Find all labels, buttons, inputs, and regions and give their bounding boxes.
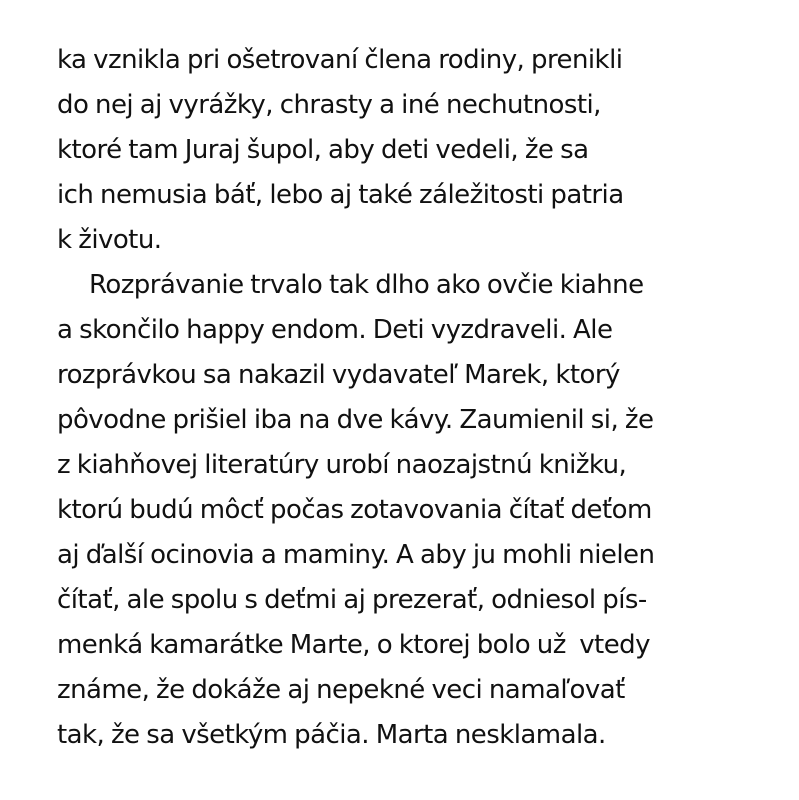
text-line: k životu.	[57, 225, 162, 255]
text-line: aj ďalší ocinovia a maminy. A aby ju mohli nielen	[57, 540, 655, 570]
text-line: ktoré tam Juraj šupol, aby deti vedeli, že sa	[57, 135, 589, 165]
text-line: ka vznikla pri ošetrovaní člena rodiny, prenikli	[57, 45, 623, 75]
body-text	[57, 38, 757, 758]
paragraph-first-line: Rozprávanie trvalo tak dlho ako ovčie kiahne	[89, 270, 644, 300]
text-line: pôvodne prišiel iba na dve kávy. Zaumienil si, že	[57, 405, 654, 435]
text-line: ich nemusia báť, lebo aj také záležitosti patria	[57, 180, 624, 210]
text-line: do nej aj vyrážky, chrasty a iné nechutnosti,	[57, 90, 601, 120]
text-line: z kiahňovej literatúry urobí naozajstnú knižku,	[57, 450, 627, 480]
text-line: čítať, ale spolu s deťmi aj prezerať, odniesol pís-	[57, 585, 647, 615]
text-line: ktorú budú môcť počas zotavovania čítať deťom	[57, 495, 652, 525]
text-line: tak, že sa všetkým páčia. Marta nesklamala.	[57, 720, 606, 750]
text-line: rozprávkou sa nakazil vydavateľ Marek, ktorý	[57, 360, 620, 390]
text-line: menká kamarátke Marte, o ktorej bolo už vtedy	[57, 630, 650, 660]
text-line: známe, že dokáže aj nepekné veci namaľovať	[57, 675, 625, 705]
text-line: a skončilo happy endom. Deti vyzdraveli. Ale	[57, 315, 613, 345]
